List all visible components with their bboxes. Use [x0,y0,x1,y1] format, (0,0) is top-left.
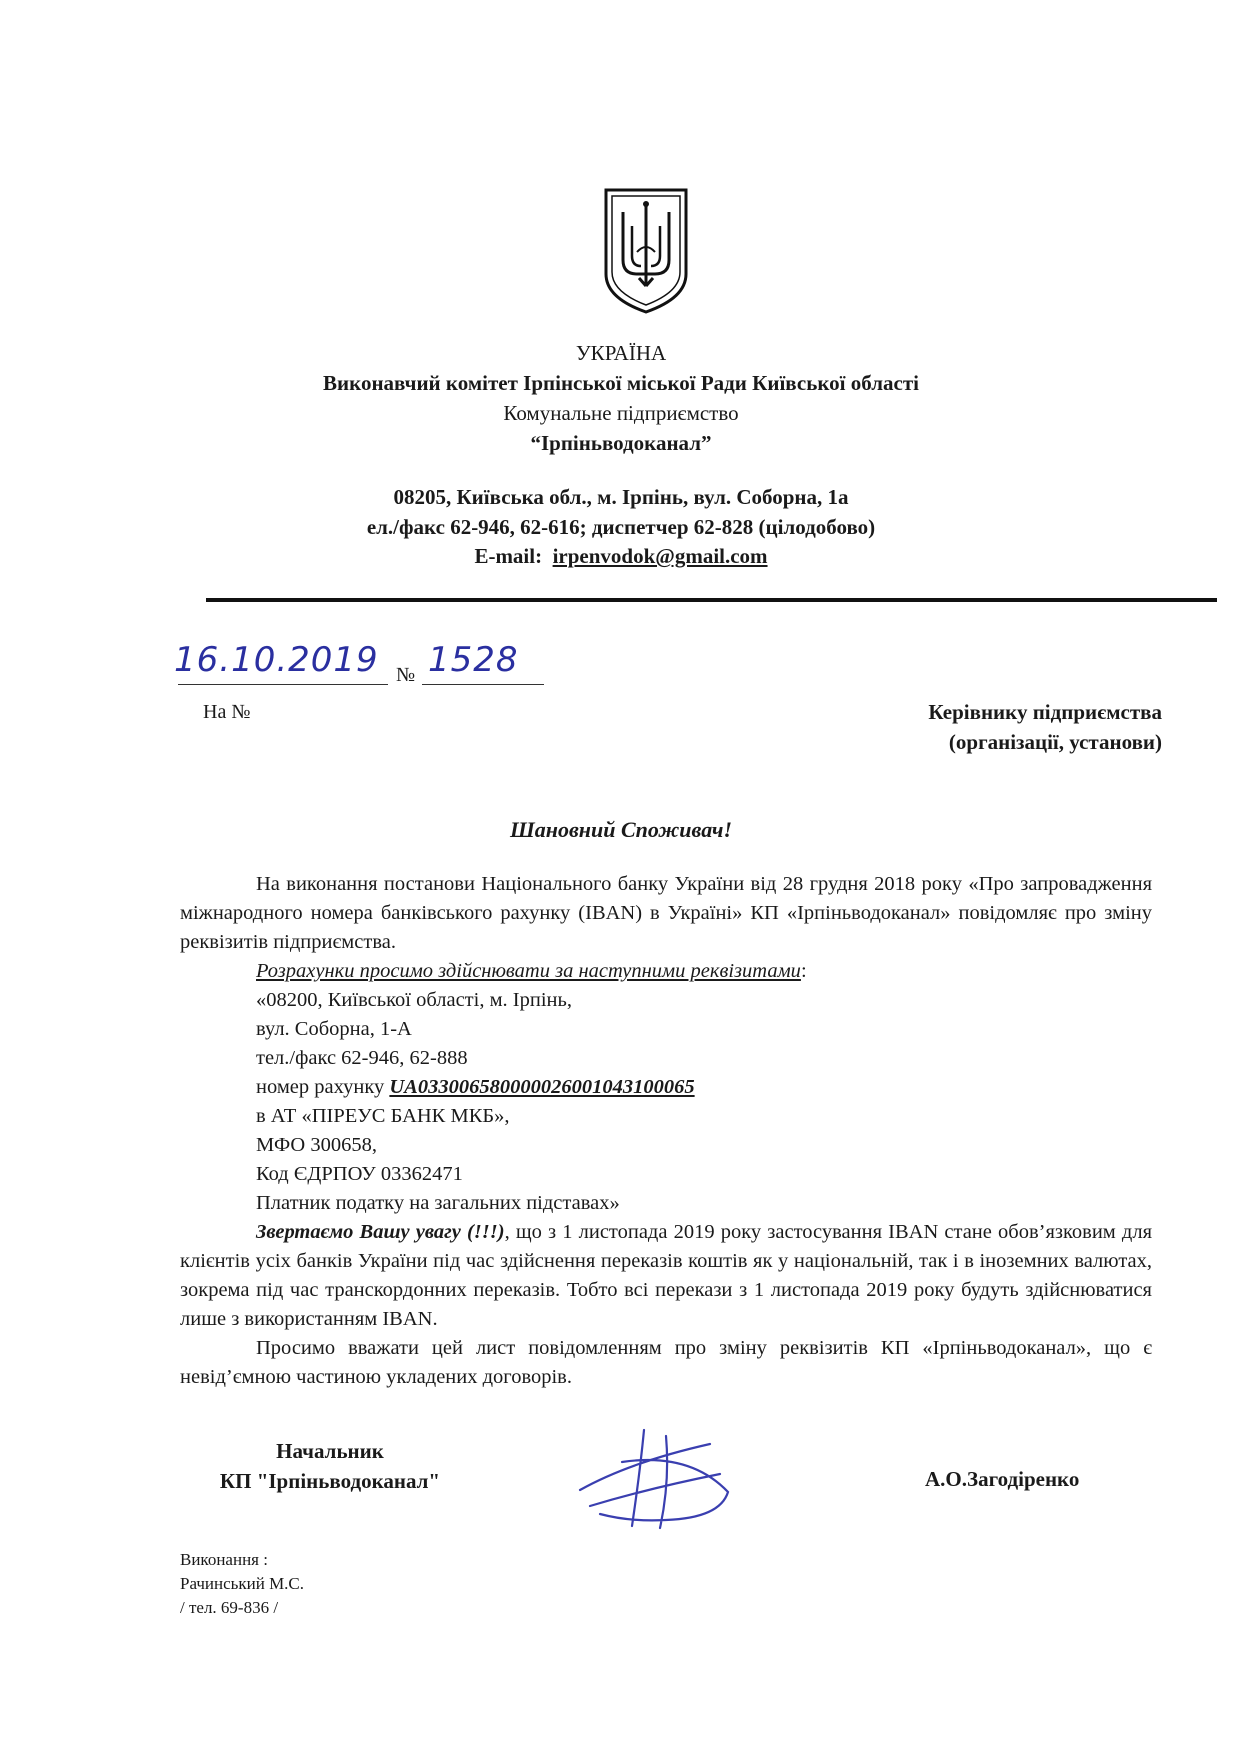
handwritten-signature [570,1422,750,1532]
enterprise-type: Комунальне підприємство [503,401,739,425]
committee-name: Виконавчий комітет Ірпінської міської Ради Київської області [323,371,919,395]
attention-text: , що з 1 листопада 2019 року застосування IBAN стане обов’язковим для клієнтів усіх банків України під час здійснення переказів коштів як у національній, так і в іноземних валютах, зокрема під час транскордонних переказів. Тобто всі перекази з 1 листопада 2019 року будуть здійснюватися лише з використанням IBAN. [180,1221,1152,1330]
addressee-line-2: (організації, установи) [948,730,1162,754]
salutation: Шановний Споживач! [509,817,733,842]
coat-of-arms-icon [601,186,691,316]
requisites-phone: тел./факс 62-946, 62-888 [256,1047,468,1069]
requisites-mfo: МФО 300658, [256,1134,377,1156]
letter-date: 16.10.2019 [174,640,379,680]
executor-phone: / тел. 69-836 / [180,1598,279,1617]
letter-body [180,870,1152,1392]
email-label: E-mail: [474,544,543,568]
enterprise-email-line [0,543,1242,569]
requisites-account-line [180,1073,1152,1102]
number-sign: № [396,664,416,686]
iban-account-number: UA033006580000026001043100065 [389,1076,695,1098]
header-divider [206,598,1217,602]
final-paragraph: Просимо вважати цей лист повідомленням про зміну реквізитів КП «Ірпіньводоканал», що є невід’ємною частиною укладених договорів. [180,1337,1152,1388]
country-name: УКРАЇНА [575,341,667,365]
signatory-title-line-1: Начальник [276,1439,384,1463]
intro-paragraph: На виконання постанови Національного банку України від 28 грудня 2018 року «Про запровадження міжнародного номера банківського рахунку (IBAN) в Україні» КП «Ірпіньводоканал» повідомляє про зміну реквізитів підприємства. [180,873,1152,953]
attention-lead: Звертаємо Вашу увагу (!!!) [256,1221,505,1243]
signatory-name: А.О.Загодіренко [925,1467,1080,1491]
requisites-colon: : [800,960,807,982]
executor-name: Рачинський М.С. [180,1574,305,1593]
enterprise-phones: ел./факс 62-946, 62-616; диспетчер 62-828 (цілодобово) [366,515,876,539]
executor-label: Виконання : [180,1550,268,1569]
requisites-address-1: «08200, Київської області, м. Ірпінь, [256,989,572,1011]
reply-to-label: На № [203,701,251,723]
requisites-tax: Платник податку на загальних підставах» [256,1192,620,1214]
requisites-heading [180,957,1152,986]
requisites-address-2: вул. Соборна, 1-А [256,1018,412,1040]
letter-number: 1528 [428,640,519,680]
enterprise-address: 08205, Київська обл., м. Ірпінь, вул. Соборна, 1а [393,485,849,509]
enterprise-name: “Ірпіньводоканал” [530,431,712,455]
signatory-title-line-2: КП "Ірпіньводоканал" [219,1469,441,1493]
requisites-bank: в АТ «ПІРЕУС БАНК МКБ», [256,1105,510,1127]
attention-paragraph [180,1218,1152,1334]
executor-block [180,1548,304,1620]
requisites-title: Розрахунки просимо здійснювати за наступними реквізитами [256,960,801,982]
requisites-edrpou: Код ЄДРПОУ 03362471 [256,1163,463,1185]
addressee-block [762,697,1162,757]
account-label: номер рахунку [256,1076,390,1098]
number-underline [422,684,544,685]
addressee-line-1: Керівнику підприємства [928,700,1162,724]
email-link[interactable]: irpenvodok@gmail.com [552,544,768,568]
signatory-title [180,1436,480,1496]
date-underline [178,684,388,685]
